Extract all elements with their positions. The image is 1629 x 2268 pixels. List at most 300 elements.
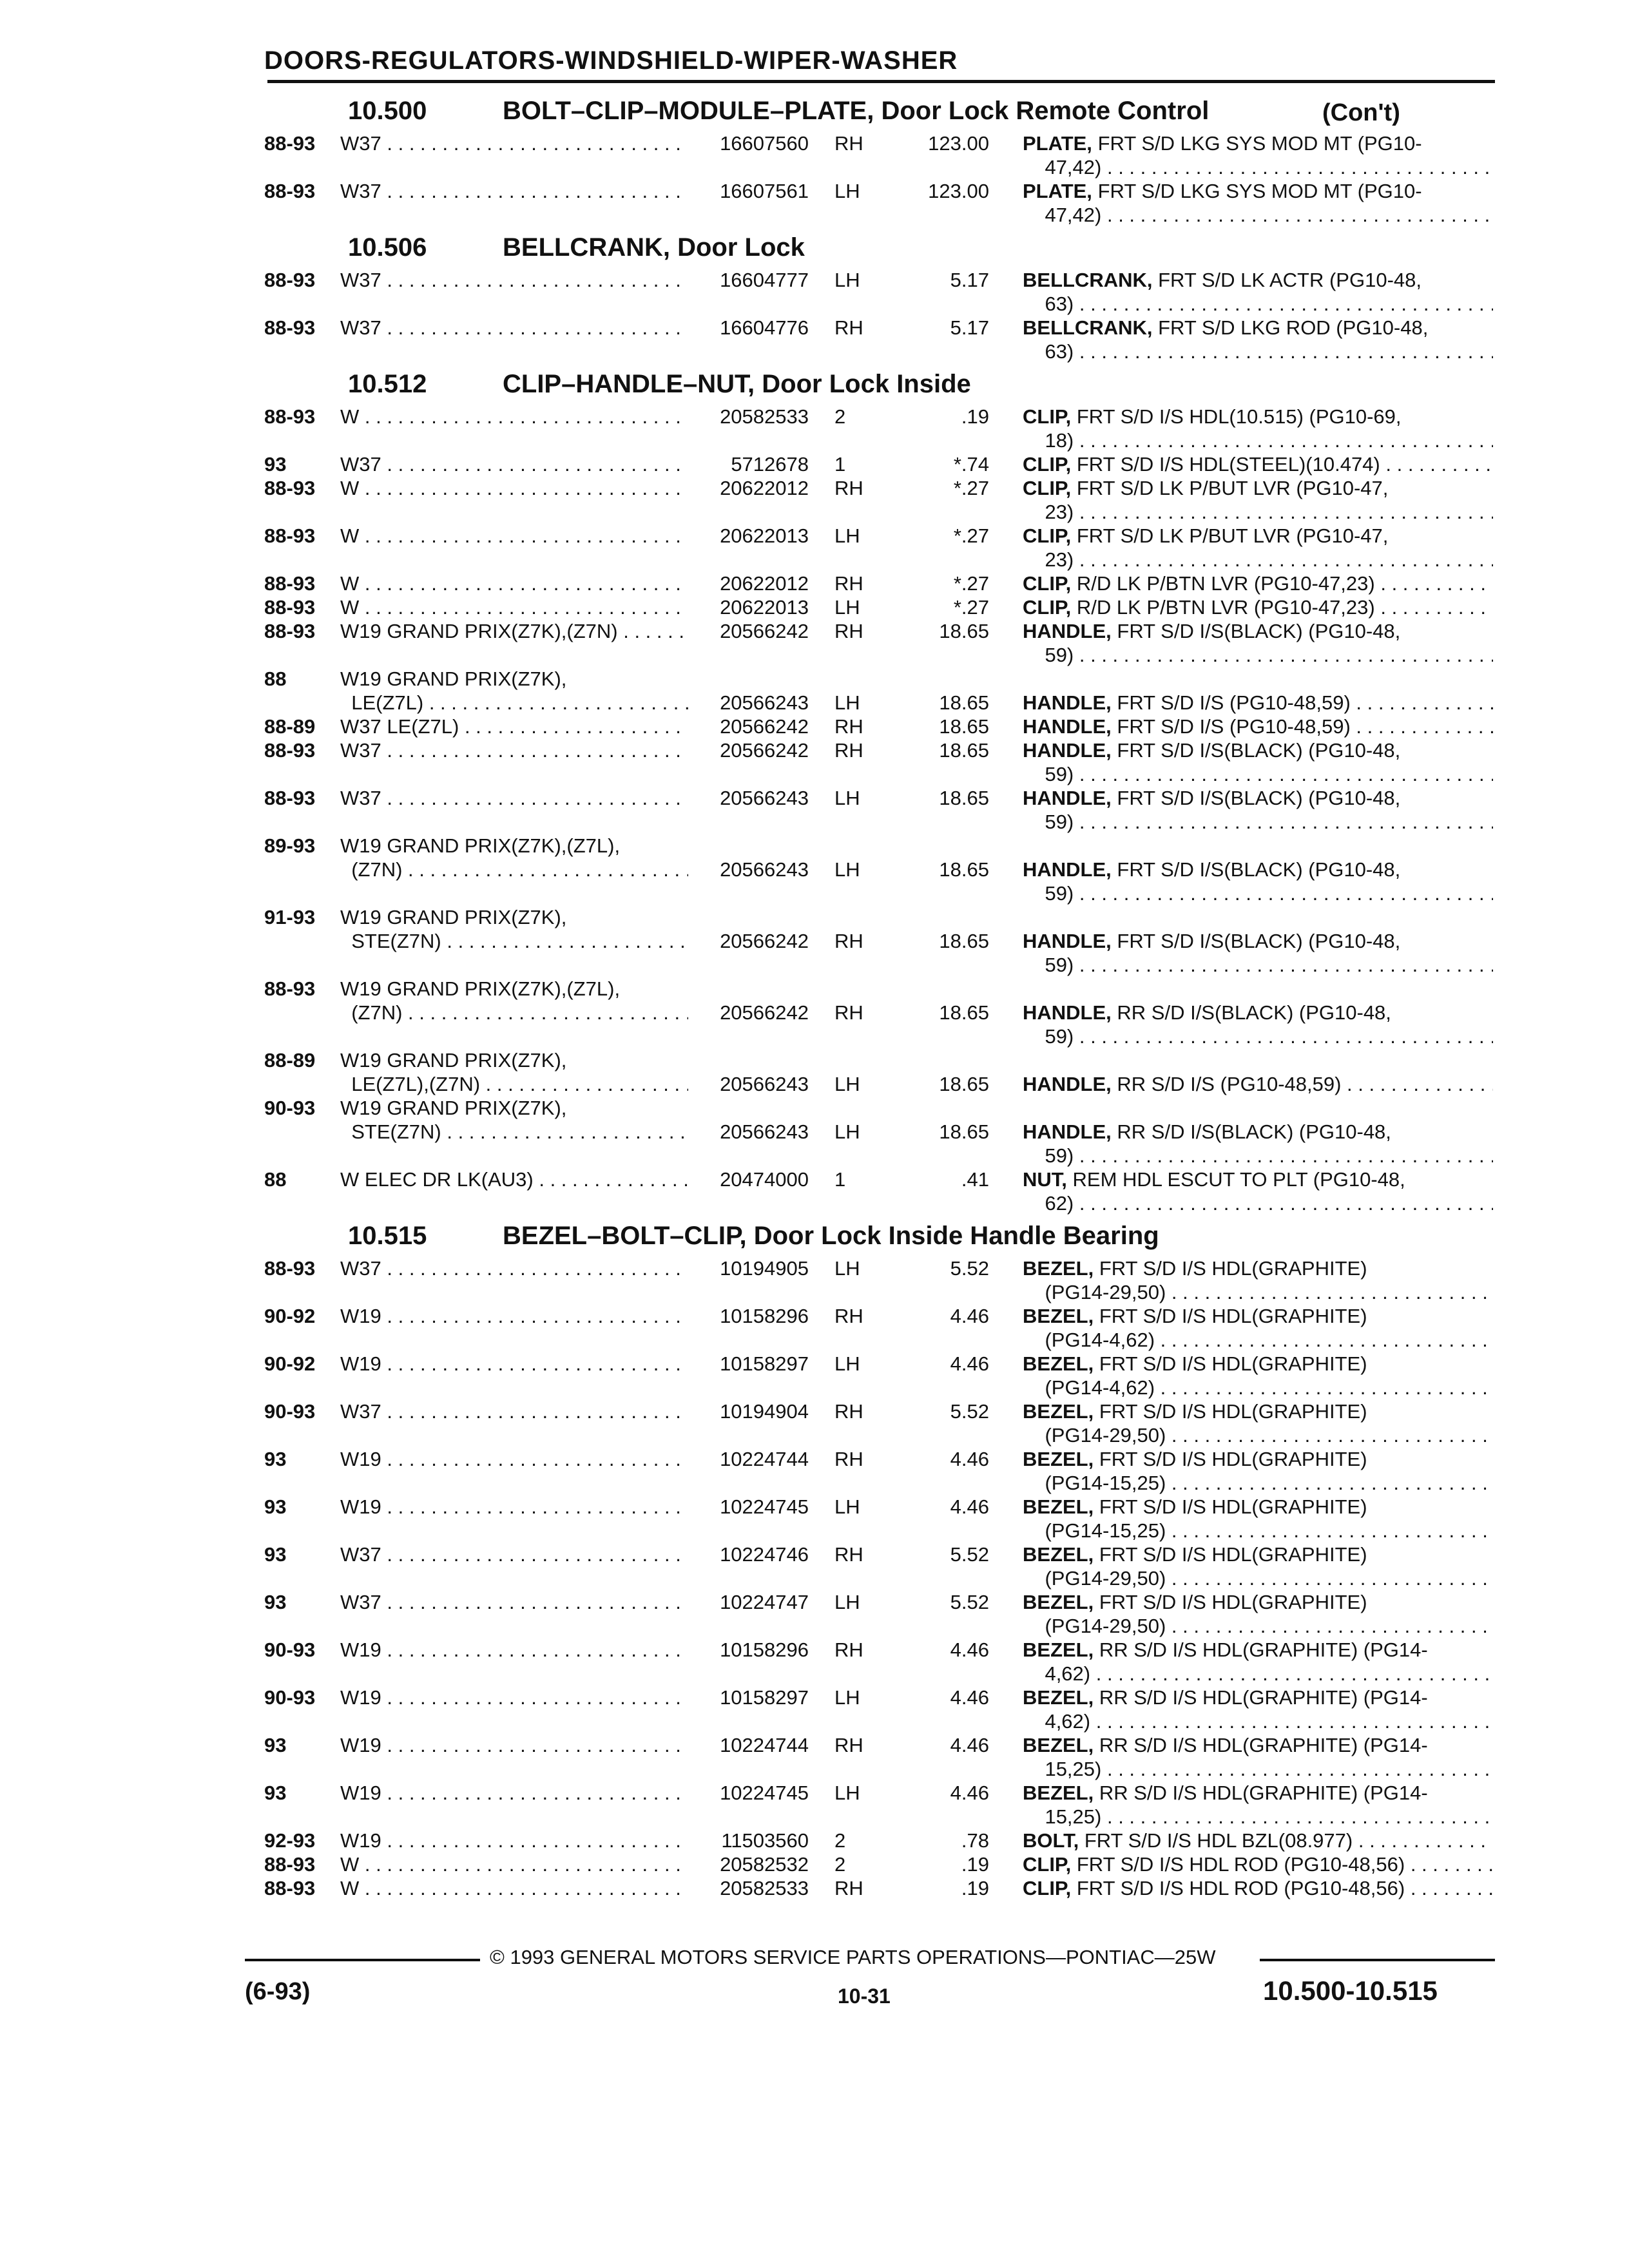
- section-title: [503, 97, 1209, 126]
- part-name: HANDLE,: [1023, 1120, 1112, 1143]
- quantity: 2: [834, 405, 846, 428]
- part-number: 20566243: [696, 858, 809, 881]
- description-text: FRT S/D I/S HDL(GRAPHITE): [1099, 1543, 1367, 1566]
- year-range: 88-93: [264, 405, 316, 428]
- quantity: RH: [834, 1543, 863, 1566]
- year-range: 93: [264, 1543, 287, 1566]
- model-cell: [340, 786, 688, 810]
- quantity: LH: [834, 596, 860, 619]
- table-row: [264, 905, 1495, 977]
- description-cell: [1023, 1048, 1493, 1096]
- quantity: RH: [834, 1639, 863, 1661]
- part-name: BOLT,: [1023, 1829, 1079, 1852]
- description-text: FRT S/D LK P/BUT LVR (PG10-47,: [1076, 524, 1389, 547]
- part-number: 20566243: [696, 1072, 809, 1096]
- description-cell: [1023, 1447, 1493, 1495]
- price: 4.46: [950, 1495, 989, 1518]
- description-text: RR S/D I/S HDL(GRAPHITE) (PG14-: [1099, 1782, 1428, 1804]
- model-line: W37 . . .: [340, 131, 688, 155]
- price: 4.46: [950, 1686, 989, 1709]
- description-line: [1023, 268, 1493, 292]
- model-cell: [340, 1829, 688, 1852]
- description-line: [1023, 1781, 1493, 1805]
- part-name: HANDLE,: [1023, 1001, 1112, 1024]
- description-cell: [1023, 1304, 1493, 1352]
- quantity: RH: [834, 572, 863, 595]
- price: 123.00: [928, 180, 989, 202]
- model-cell: [340, 452, 688, 476]
- description-line: [1023, 1304, 1493, 1328]
- description-text: RR S/D I/S(BLACK) (PG10-48,: [1117, 1120, 1391, 1143]
- part-number: 10158296: [696, 1638, 809, 1662]
- quantity: LH: [834, 1257, 860, 1280]
- description-text: 63): [1045, 340, 1074, 363]
- price: 5.17: [950, 316, 989, 339]
- part-number: 20622013: [696, 595, 809, 619]
- model-line: W19 GRAND PRIX(Z7K),: [340, 668, 567, 690]
- part-number: 16607560: [696, 131, 809, 155]
- part-name: BEZEL,: [1023, 1495, 1094, 1518]
- quantity: 2: [834, 1829, 846, 1852]
- part-number: 10224745: [696, 1781, 809, 1805]
- model-cell: [340, 1447, 688, 1471]
- model-line: W19 . . .: [340, 1781, 688, 1805]
- table-row: [264, 524, 1495, 572]
- quantity: LH: [834, 1591, 860, 1613]
- year-range: 88-93: [264, 477, 316, 499]
- part-name: CLIP,: [1023, 1877, 1072, 1899]
- description-line: [1023, 1072, 1493, 1096]
- table-row: [264, 1256, 1495, 1304]
- description-cell: [1023, 476, 1493, 524]
- model-line: W37 . . .: [340, 1542, 688, 1566]
- price: 18.65: [939, 691, 989, 714]
- price: 18.65: [939, 1120, 989, 1143]
- price: 5.52: [950, 1591, 989, 1613]
- quantity: RH: [834, 1400, 863, 1423]
- part-name: HANDLE,: [1023, 930, 1112, 952]
- model-line: W . . .: [340, 405, 688, 428]
- table-row: [264, 715, 1495, 738]
- description-cell: [1023, 179, 1493, 227]
- table-row: [264, 268, 1495, 316]
- model-cell: [340, 1399, 688, 1423]
- part-number: 20566242: [696, 715, 809, 738]
- model-cell: [340, 1048, 688, 1096]
- year-range: 88-93: [264, 620, 316, 642]
- quantity: 1: [834, 1168, 846, 1191]
- description-text: FRT S/D I/S HDL(GRAPHITE): [1099, 1495, 1367, 1518]
- part-name: CLIP,: [1023, 596, 1072, 619]
- model-cell: [340, 1852, 688, 1876]
- part-name: HANDLE,: [1023, 691, 1112, 714]
- year-range: 88-93: [264, 572, 316, 595]
- price: 18.65: [939, 739, 989, 762]
- table-row: [264, 834, 1495, 905]
- section-number: 10.512: [348, 370, 427, 398]
- part-number: 11503560: [696, 1829, 809, 1852]
- description-line: [1023, 476, 1493, 500]
- model-line: W37 . . .: [340, 738, 688, 762]
- footer-copyright: © 1993 GENERAL MOTORS SERVICE PARTS OPERATIONS—PONTIAC—25W: [490, 1946, 1216, 1968]
- model-line: W . . .: [340, 1852, 688, 1876]
- part-number: 20582532: [696, 1852, 809, 1876]
- description-cell: [1023, 1876, 1493, 1900]
- model-line: W19 . . .: [340, 1495, 688, 1519]
- model-line: W19 GRAND PRIX(Z7K),(Z7N) . . .: [340, 619, 688, 643]
- description-text: FRT S/D I/S HDL(GRAPHITE): [1099, 1448, 1367, 1470]
- description-line: [1023, 810, 1493, 834]
- quantity: LH: [834, 691, 860, 714]
- part-name: HANDLE,: [1023, 858, 1112, 881]
- part-number: 16604776: [696, 316, 809, 340]
- description-line: [1023, 1733, 1493, 1757]
- part-name: BEZEL,: [1023, 1686, 1094, 1709]
- section-heading: [264, 227, 1495, 268]
- description-cell: [1023, 619, 1493, 667]
- model-cell: [340, 619, 688, 643]
- model-line: W . . .: [340, 595, 688, 619]
- description-line: [1023, 524, 1493, 548]
- section-heading: [264, 1215, 1495, 1256]
- description-text: 4,62): [1045, 1710, 1091, 1733]
- model-cell: [340, 1304, 688, 1328]
- part-name: HANDLE,: [1023, 715, 1112, 738]
- model-cell: [340, 1638, 688, 1662]
- model-line: W19 GRAND PRIX(Z7K),: [340, 906, 567, 928]
- price: 4.46: [950, 1639, 989, 1661]
- model-line: W37 LE(Z7L) . . .: [340, 715, 688, 738]
- description-line: [1023, 858, 1493, 881]
- model-line: W19 . . .: [340, 1352, 688, 1376]
- model-line: W37 . . .: [340, 1590, 688, 1614]
- part-name: BEZEL,: [1023, 1400, 1094, 1423]
- description-line: [1023, 452, 1493, 476]
- part-number: 20622013: [696, 524, 809, 548]
- table-row: [264, 1829, 1495, 1852]
- part-name: BELLCRANK,: [1023, 316, 1153, 339]
- section-number: 10.506: [348, 233, 427, 262]
- description-line: [1023, 786, 1493, 810]
- part-name: BEZEL,: [1023, 1257, 1094, 1280]
- model-cell: [340, 572, 688, 595]
- description-text: 23): [1045, 501, 1074, 523]
- price: *.27: [953, 596, 989, 619]
- table-row: [264, 738, 1495, 786]
- price: .19: [961, 1853, 989, 1876]
- description-line: [1023, 834, 1493, 858]
- description-line: [1023, 1471, 1493, 1495]
- description-line: [1023, 1662, 1493, 1686]
- year-range: 88-93: [264, 739, 316, 762]
- model-line: W19 . . .: [340, 1733, 688, 1757]
- year-range: 91-93: [264, 906, 316, 928]
- part-name: BEZEL,: [1023, 1543, 1094, 1566]
- part-number: 10194904: [696, 1399, 809, 1423]
- part-name: BEZEL,: [1023, 1734, 1094, 1756]
- quantity: LH: [834, 858, 860, 881]
- model-cell: [340, 1168, 688, 1191]
- description-line: [1023, 1280, 1493, 1304]
- quantity: RH: [834, 739, 863, 762]
- description-text: 63): [1045, 293, 1074, 315]
- model-cell: [340, 316, 688, 340]
- model-cell: [340, 715, 688, 738]
- price: 4.46: [950, 1734, 989, 1756]
- model-cell: [340, 1096, 688, 1144]
- table-row: [264, 786, 1495, 834]
- description-line: [1023, 667, 1493, 691]
- description-line: [1023, 643, 1493, 667]
- description-cell: [1023, 405, 1493, 452]
- part-number: 10194905: [696, 1256, 809, 1280]
- description-line: [1023, 1852, 1493, 1876]
- parts-listing: [264, 90, 1495, 1900]
- table-row: [264, 1542, 1495, 1590]
- price: 5.52: [950, 1400, 989, 1423]
- description-line: [1023, 715, 1493, 738]
- price: 4.46: [950, 1352, 989, 1375]
- price: .19: [961, 1877, 989, 1899]
- description-text: FRT S/D I/S HDL ROD (PG10-48,56): [1076, 1853, 1405, 1876]
- part-number: 16604777: [696, 268, 809, 292]
- table-row: [264, 1495, 1495, 1542]
- section-heading: [264, 90, 1495, 131]
- year-range: 88-89: [264, 715, 316, 738]
- description-line: [1023, 155, 1493, 179]
- section-title-name: BOLT–CLIP–MODULE–PLATE,: [503, 97, 874, 125]
- model-cell: [340, 131, 688, 155]
- section-title: [503, 370, 971, 399]
- price: .41: [961, 1168, 989, 1191]
- description-cell: [1023, 667, 1493, 715]
- description-text: FRT S/D I/S HDL(GRAPHITE): [1099, 1305, 1367, 1327]
- quantity: LH: [834, 1782, 860, 1804]
- description-text: FRT S/D LKG SYS MOD MT (PG10-: [1097, 180, 1422, 202]
- year-range: 88-93: [264, 316, 316, 339]
- description-text: RR S/D I/S HDL(GRAPHITE) (PG14-: [1099, 1686, 1428, 1709]
- description-cell: [1023, 1495, 1493, 1542]
- description-cell: [1023, 1590, 1493, 1638]
- price: 18.65: [939, 715, 989, 738]
- part-name: BEZEL,: [1023, 1448, 1094, 1470]
- quantity: LH: [834, 180, 860, 202]
- model-cell: [340, 268, 688, 292]
- part-name: HANDLE,: [1023, 1073, 1112, 1095]
- year-range: 88: [264, 1168, 287, 1191]
- description-line: [1023, 203, 1493, 227]
- description-text: FRT S/D I/S(BLACK) (PG10-48,: [1117, 858, 1401, 881]
- section-number: 10.515: [348, 1222, 427, 1250]
- model-line: W19 . . .: [340, 1686, 688, 1709]
- year-range: 88-89: [264, 1049, 316, 1072]
- model-cell: [340, 1686, 688, 1709]
- model-line: W37 . . .: [340, 1256, 688, 1280]
- year-range: 88-93: [264, 977, 316, 1000]
- table-row: [264, 1168, 1495, 1215]
- model-line: W37 . . .: [340, 268, 688, 292]
- year-range: 90-93: [264, 1639, 316, 1661]
- table-row: [264, 1048, 1495, 1096]
- year-range: 89-93: [264, 834, 316, 857]
- model-cell: [340, 1256, 688, 1280]
- section-subtitle: Door Lock Inside: [762, 370, 971, 398]
- section-subtitle: Door Lock Remote Control: [881, 97, 1210, 125]
- price: *.27: [953, 477, 989, 499]
- year-range: 93: [264, 1782, 287, 1804]
- description-line: [1023, 977, 1493, 1001]
- description-text: 15,25): [1045, 1758, 1102, 1780]
- description-line: [1023, 1542, 1493, 1566]
- description-line: [1023, 179, 1493, 203]
- description-line: [1023, 953, 1493, 977]
- part-name: BEZEL,: [1023, 1782, 1094, 1804]
- model-line: (Z7N) . . .: [340, 858, 688, 881]
- model-line: LE(Z7L) . . .: [340, 691, 688, 715]
- description-line: [1023, 1328, 1493, 1352]
- quantity: LH: [834, 269, 860, 291]
- description-text: FRT S/D I/S HDL(GRAPHITE): [1099, 1400, 1367, 1423]
- part-number: 20582533: [696, 405, 809, 428]
- header-rule: [267, 80, 1495, 83]
- description-text: FRT S/D I/S(BLACK) (PG10-48,: [1117, 787, 1401, 809]
- quantity: LH: [834, 1352, 860, 1375]
- table-row: [264, 179, 1495, 227]
- part-name: PLATE,: [1023, 180, 1092, 202]
- description-text: 15,25): [1045, 1805, 1102, 1828]
- part-name: CLIP,: [1023, 1853, 1072, 1876]
- model-cell: [340, 977, 688, 1024]
- model-line: STE(Z7N) . . .: [340, 1120, 688, 1144]
- description-text: (PG14-29,50): [1045, 1281, 1166, 1303]
- description-text: FRT S/D LK P/BUT LVR (PG10-47,: [1076, 477, 1389, 499]
- year-range: 90-93: [264, 1400, 316, 1423]
- part-number: 20474000: [696, 1168, 809, 1191]
- price: 4.46: [950, 1448, 989, 1470]
- description-text: (PG14-4,62): [1045, 1376, 1155, 1399]
- price: 4.46: [950, 1305, 989, 1327]
- description-line: [1023, 1423, 1493, 1447]
- description-text: FRT S/D I/S HDL(STEEL)(10.474): [1076, 453, 1380, 476]
- model-cell: [340, 738, 688, 762]
- description-text: (PG14-15,25): [1045, 1519, 1166, 1542]
- price: 18.65: [939, 1073, 989, 1095]
- description-text: 59): [1045, 1144, 1074, 1167]
- quantity: RH: [834, 930, 863, 952]
- description-line: [1023, 881, 1493, 905]
- year-range: 93: [264, 1591, 287, 1613]
- description-text: REM HDL ESCUT TO PLT (PG10-48,: [1072, 1168, 1405, 1191]
- year-range: 90-92: [264, 1352, 316, 1375]
- part-number: 20566243: [696, 1120, 809, 1144]
- description-text: FRT S/D I/S(BLACK) (PG10-48,: [1117, 739, 1401, 762]
- section-subtitle: Door Lock: [677, 233, 805, 262]
- table-row: [264, 1096, 1495, 1168]
- quantity: RH: [834, 316, 863, 339]
- page-header-title: DOORS-REGULATORS-WINDSHIELD-WIPER-WASHER: [264, 46, 958, 75]
- description-text: FRT S/D I/S (PG10-48,59): [1117, 715, 1351, 738]
- table-row: [264, 1876, 1495, 1900]
- model-line: W37 . . .: [340, 1399, 688, 1423]
- footer-rule-right: [1260, 1959, 1495, 1961]
- year-range: 93: [264, 1448, 287, 1470]
- description-text: 62): [1045, 1192, 1074, 1215]
- table-row: [264, 405, 1495, 452]
- part-name: BELLCRANK,: [1023, 269, 1153, 291]
- description-cell: [1023, 1168, 1493, 1215]
- table-row: [264, 1590, 1495, 1638]
- description-line: [1023, 428, 1493, 452]
- description-text: FRT S/D I/S (PG10-48,59): [1117, 691, 1351, 714]
- model-line: (Z7N) . . .: [340, 1001, 688, 1024]
- model-line: W19 GRAND PRIX(Z7K),: [340, 1049, 567, 1072]
- section-title: [503, 233, 805, 262]
- part-number: 20566243: [696, 691, 809, 715]
- description-line: [1023, 929, 1493, 953]
- description-text: FRT S/D LK ACTR (PG10-48,: [1158, 269, 1422, 291]
- description-text: RR S/D I/S HDL(GRAPHITE) (PG14-: [1099, 1734, 1428, 1756]
- description-line: [1023, 905, 1493, 929]
- description-line: [1023, 1447, 1493, 1471]
- year-range: 88-93: [264, 596, 316, 619]
- quantity: LH: [834, 1073, 860, 1095]
- description-text: FRT S/D LKG SYS MOD MT (PG10-: [1097, 132, 1422, 155]
- quantity: LH: [834, 1686, 860, 1709]
- description-line: [1023, 1876, 1493, 1900]
- model-cell: [340, 1495, 688, 1519]
- year-range: 88-93: [264, 1877, 316, 1899]
- price: .78: [961, 1829, 989, 1852]
- section-heading: [264, 363, 1495, 405]
- table-row: [264, 476, 1495, 524]
- description-line: [1023, 1168, 1493, 1191]
- model-line: W ELEC DR LK(AU3) . . .: [340, 1168, 688, 1191]
- description-cell: [1023, 1733, 1493, 1781]
- footer-section-range: 10.500-10.515: [1263, 1975, 1438, 2006]
- price: 5.52: [950, 1543, 989, 1566]
- footer-date: (6-93): [245, 1978, 311, 2005]
- description-line: [1023, 1638, 1493, 1662]
- description-text: 59): [1045, 954, 1074, 976]
- year-range: 93: [264, 453, 287, 476]
- table-row: [264, 667, 1495, 715]
- section-number: 10.500: [348, 97, 427, 125]
- part-name: HANDLE,: [1023, 787, 1112, 809]
- part-number: 5712678: [696, 452, 809, 476]
- year-range: 88-93: [264, 1853, 316, 1876]
- quantity: RH: [834, 1734, 863, 1756]
- part-number: 20622012: [696, 572, 809, 595]
- model-cell: [340, 595, 688, 619]
- description-cell: [1023, 316, 1493, 363]
- part-number: 10224744: [696, 1733, 809, 1757]
- description-line: [1023, 1829, 1493, 1852]
- description-cell: [1023, 1399, 1493, 1447]
- description-line: [1023, 572, 1493, 595]
- price: *.27: [953, 524, 989, 547]
- description-line: [1023, 340, 1493, 363]
- description-line: [1023, 1590, 1493, 1614]
- description-line: [1023, 691, 1493, 715]
- description-cell: [1023, 715, 1493, 738]
- description-text: RR S/D I/S(BLACK) (PG10-48,: [1117, 1001, 1391, 1024]
- year-range: 88-93: [264, 1257, 316, 1280]
- description-text: FRT S/D I/S HDL ROD (PG10-48,56): [1076, 1877, 1405, 1899]
- table-row: [264, 1733, 1495, 1781]
- table-row: [264, 452, 1495, 476]
- model-line: W37 . . .: [340, 452, 688, 476]
- part-number: 20566242: [696, 929, 809, 953]
